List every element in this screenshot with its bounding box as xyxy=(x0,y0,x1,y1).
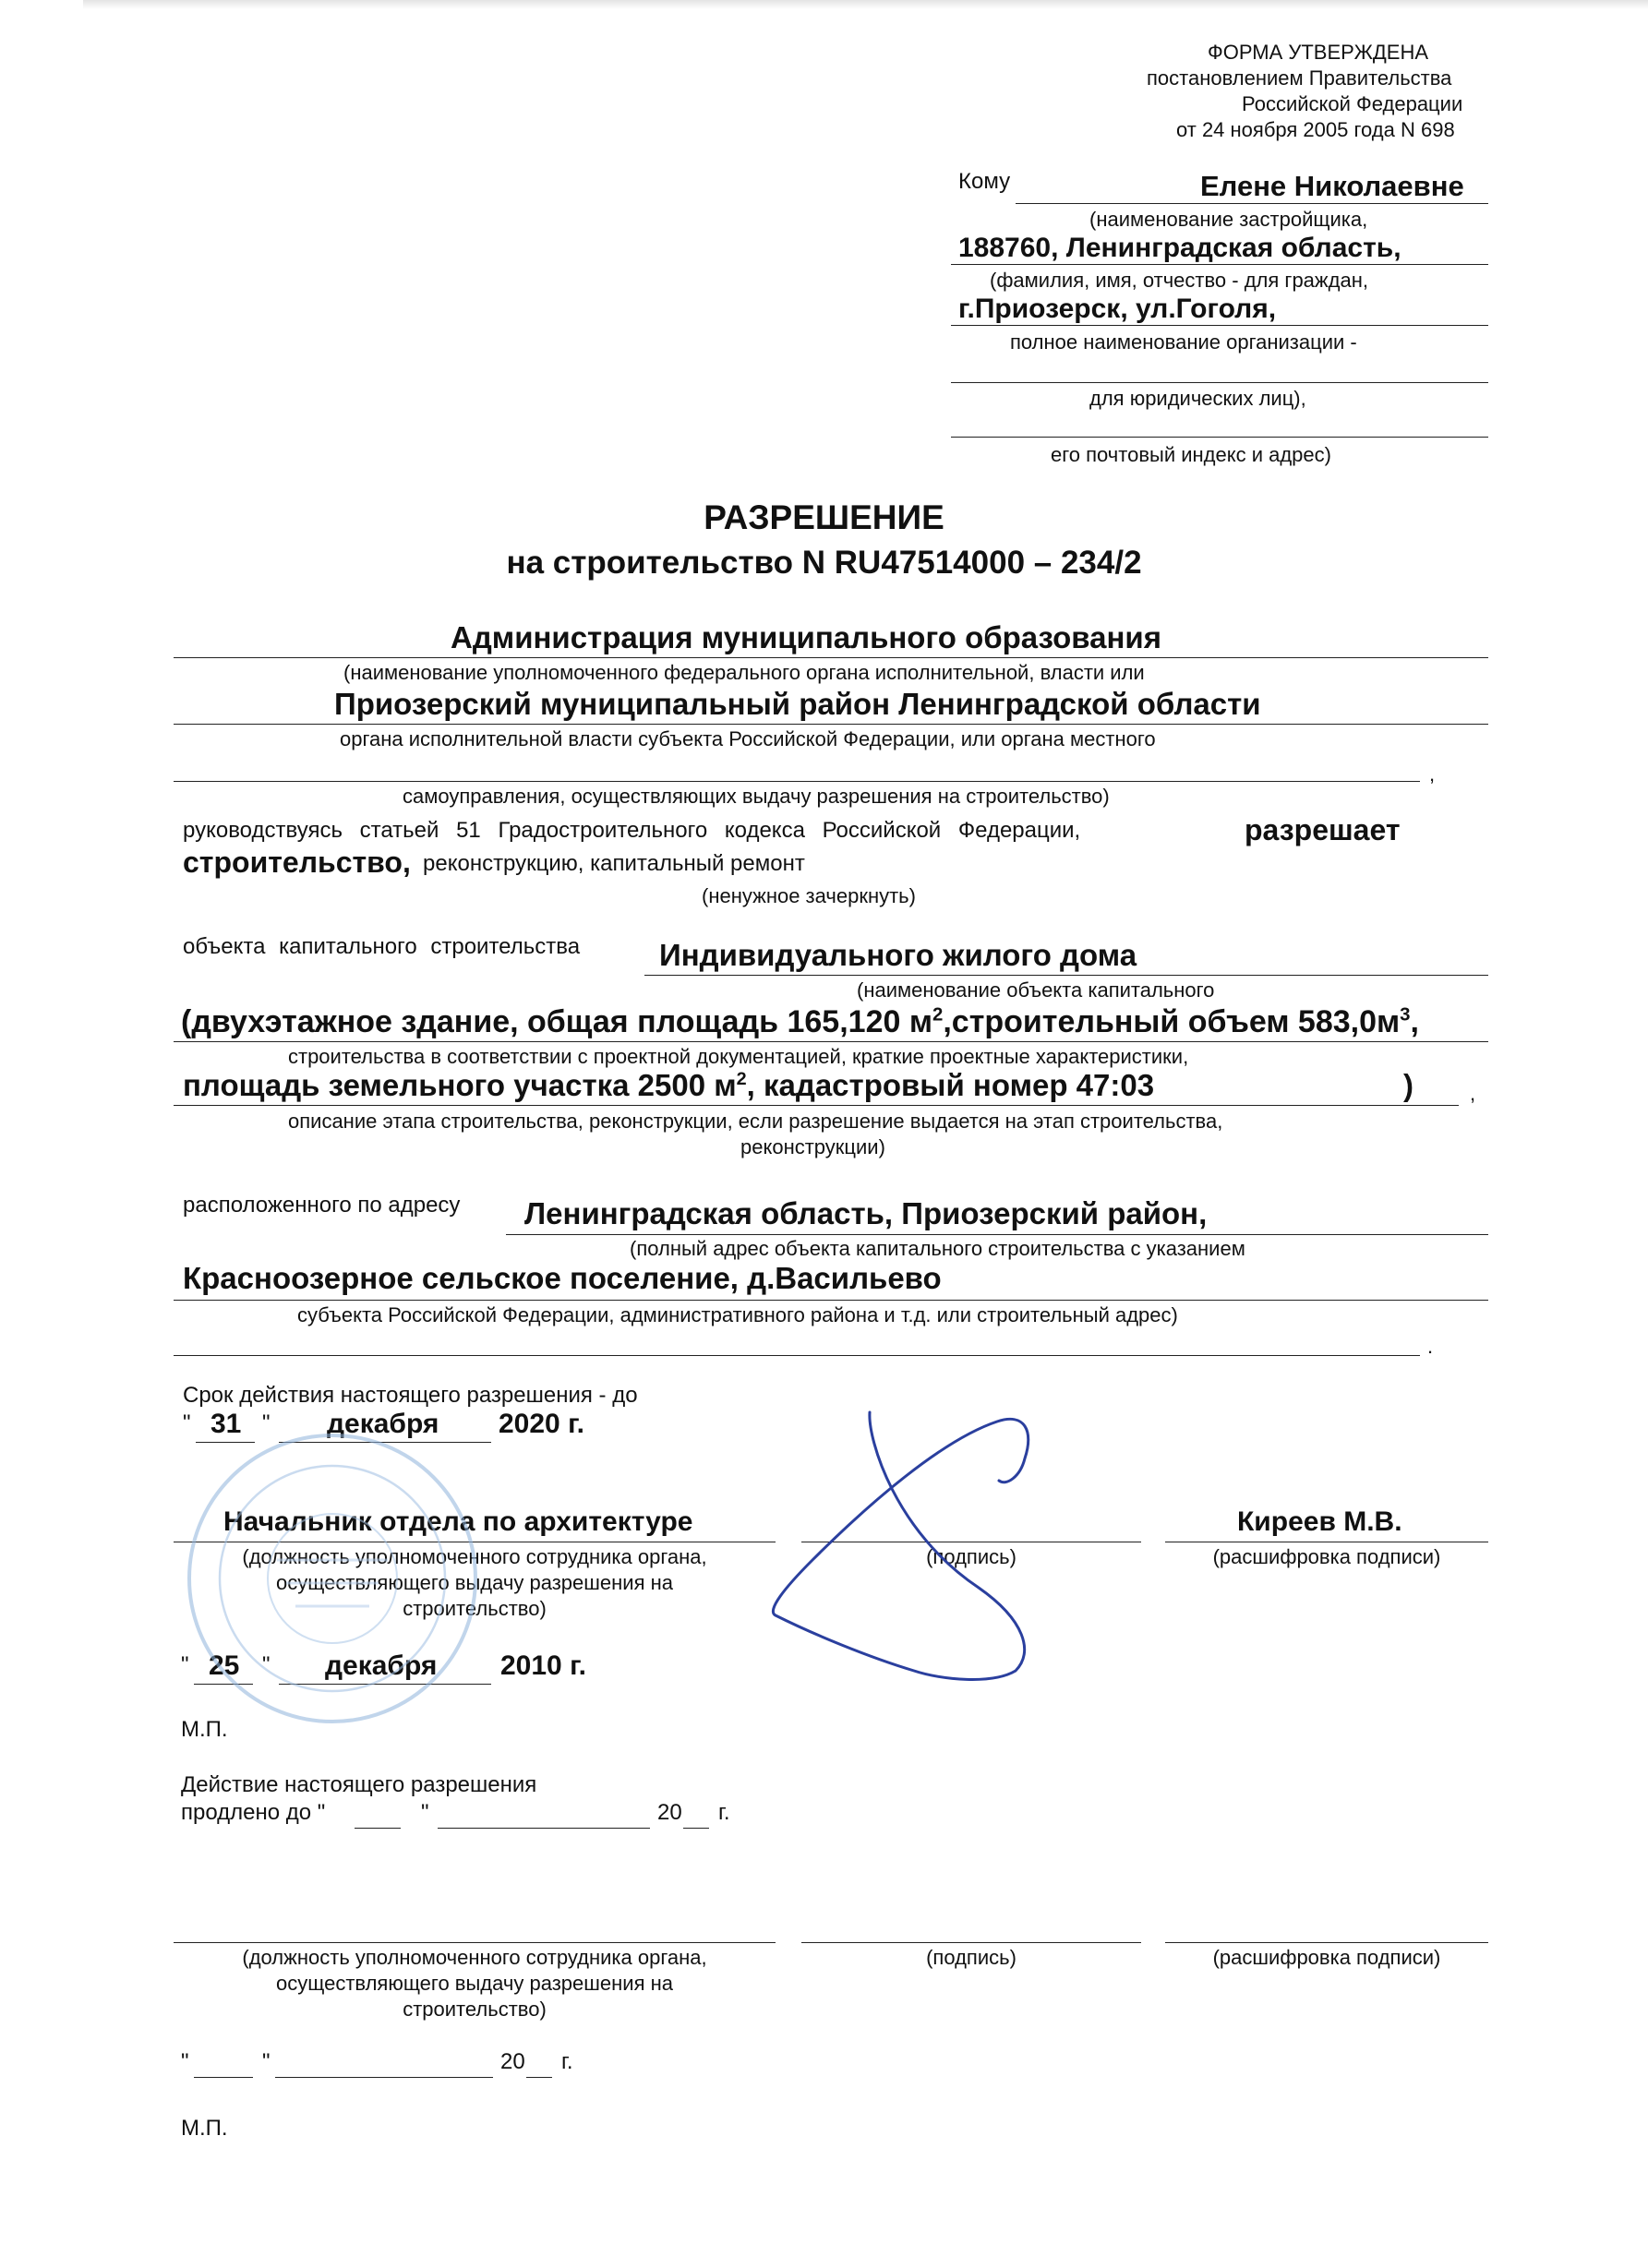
object-label: объекта капитального строительства xyxy=(183,934,581,959)
authority-hint-2: органа исполнительной власти субъекта Российской Федерации, или органа местного xyxy=(340,727,1156,750)
final-year-rule xyxy=(526,2077,552,2078)
strike-hint: (ненужное зачеркнуть) xyxy=(702,884,916,907)
extension-position-hint-2: осуществляющего выдачу разрешения на xyxy=(276,1972,673,1995)
extension-signature-hint: (подпись) xyxy=(926,1946,1016,1969)
signer-position-hint-3: строительство) xyxy=(403,1597,547,1620)
object-details-2-text: площадь земельного участка 2500 м xyxy=(183,1068,737,1102)
stamp-place-1: М.П. xyxy=(181,1717,228,1742)
recipient-line-4 xyxy=(951,382,1488,383)
authority-hint-3: самоуправления, осуществляющих выдачу разрешения на строительство) xyxy=(403,785,1110,808)
location-dot: . xyxy=(1427,1335,1434,1358)
authority-rule-3 xyxy=(174,781,1420,782)
recipient-line-5 xyxy=(951,437,1488,438)
location-rule-3 xyxy=(174,1355,1420,1356)
signer-name-hint: (расшифровка подписи) xyxy=(1212,1545,1441,1568)
signer-name: Киреев М.В. xyxy=(1237,1506,1402,1537)
extension-quote-close: " xyxy=(421,1800,429,1825)
extension-line-1: Действие настоящего разрешения xyxy=(181,1772,537,1797)
validity-quote-open: " xyxy=(183,1410,191,1435)
form-approved: ФОРМА УТВЕРЖДЕНА xyxy=(1208,41,1429,64)
location-rule-2 xyxy=(174,1300,1488,1301)
handwritten-signature xyxy=(757,1403,1071,1717)
issue-year: 2010 г. xyxy=(500,1650,586,1681)
signer-position-hint-2: осуществляющего выдачу разрешения на xyxy=(276,1571,673,1594)
basis-construction: строительство, xyxy=(183,846,411,879)
location-label: расположенного по адресу xyxy=(183,1193,461,1218)
extension-line-2: продлено до " xyxy=(181,1800,326,1825)
official-stamp xyxy=(166,1422,499,1735)
authority-rule-2 xyxy=(174,724,1488,725)
to-label: Кому xyxy=(958,169,1011,194)
object-hint-2: строительства в соответствии с проектной документацией, краткие проектные характеристики, xyxy=(288,1045,1189,1068)
object-details-1b-text: ,строительный объем 583,0м xyxy=(943,1004,1401,1039)
recipient-address-1: 188760, Ленинградская область, xyxy=(958,233,1401,263)
object-name: Индивидуального жилого дома xyxy=(659,938,1137,972)
final-quote-open: " xyxy=(181,2049,189,2074)
federation: Российской Федерации xyxy=(1242,92,1463,115)
location-hint-1: (полный адрес объекта капитального строительства с указанием xyxy=(630,1237,1245,1260)
recipient-hint-3: полное наименование организации - xyxy=(1010,330,1357,354)
validity-day: 31 xyxy=(211,1409,242,1439)
recipient-line-1 xyxy=(1016,203,1488,204)
object-details-1c-text: , xyxy=(1410,1004,1419,1039)
issue-day: 25 xyxy=(209,1650,240,1681)
stamp-place-2: М.П. xyxy=(181,2116,228,2141)
object-hint-1: (наименование объекта капитального xyxy=(857,978,1215,1002)
volume-unit-sup: 3 xyxy=(1400,1004,1411,1026)
validity-year: 2020 г. xyxy=(499,1409,584,1439)
basis-rest: реконструкцию, капитальный ремонт xyxy=(423,851,805,876)
extension-position-rule xyxy=(174,1942,776,1943)
extension-signature-rule xyxy=(801,1942,1141,1943)
resolution-date: от 24 ноября 2005 года N 698 xyxy=(1176,118,1455,141)
extension-name-hint: (расшифровка подписи) xyxy=(1212,1946,1441,1969)
permit-number: на строительство N RU47514000 – 234/2 xyxy=(506,545,1142,581)
object-details-2c: ) xyxy=(1403,1068,1413,1102)
plot-unit-sup: 2 xyxy=(736,1069,747,1089)
recipient-hint-5: его почтовый индекс и адрес) xyxy=(1051,443,1331,466)
recipient-address-2: г.Приозерск, ул.Гоголя, xyxy=(958,294,1277,324)
issue-month: декабря xyxy=(325,1650,438,1681)
issue-quote-close: " xyxy=(262,1652,271,1677)
extension-year-suffix: г. xyxy=(718,1800,730,1825)
signer-position-hint-1: (должность уполномоченного сотрудника органа, xyxy=(242,1545,707,1568)
issue-quote-open: " xyxy=(181,1652,189,1677)
extension-position-hint-3: строительство) xyxy=(403,1998,547,2021)
location-rule-1 xyxy=(506,1234,1488,1235)
document-title: РАЗРЕШЕНИЕ xyxy=(704,498,944,536)
location-address-2: Красноозерное сельское поселение, д.Васильево xyxy=(183,1261,942,1295)
recipient-line-3 xyxy=(951,325,1488,326)
authority-rule-1 xyxy=(174,657,1488,658)
object-rule-1 xyxy=(644,975,1488,976)
object-hint-3: описание этапа строительства, реконструкции, если разрешение выдается на этап строительства, xyxy=(288,1110,1223,1133)
object-details-1-text: (двухэтажное здание, общая площадь 165,120 м xyxy=(181,1004,932,1039)
signer-position: Начальник отдела по архитектуре xyxy=(223,1506,693,1537)
object-rule-2 xyxy=(174,1041,1488,1042)
recipient-hint-4: для юридических лиц), xyxy=(1089,387,1306,410)
object-details-1 xyxy=(181,1004,1419,1040)
validity-quote-close: " xyxy=(262,1410,271,1435)
extension-year: 20 xyxy=(657,1800,682,1825)
authority-line-1: Администрация муниципального образования xyxy=(451,620,1161,654)
validity-label: Срок действия настоящего разрешения - до xyxy=(183,1383,638,1408)
basis-text: руководствуясь статьей 51 Градостроительного кодекса Российской Федерации, xyxy=(183,818,1081,843)
location-hint-2: субъекта Российской Федерации, административного района и т.д. или строительный адрес) xyxy=(297,1303,1178,1326)
final-year-suffix: г. xyxy=(561,2049,573,2074)
final-quote-close: " xyxy=(262,2049,271,2074)
recipient-line-2 xyxy=(951,264,1488,265)
recipient-name: Елене Николаевне xyxy=(1200,170,1464,202)
basis-permits: разрешает xyxy=(1245,813,1401,846)
recipient-hint-1: (наименование застройщика, xyxy=(1089,208,1368,231)
final-year: 20 xyxy=(500,2049,525,2074)
extension-month-rule xyxy=(438,1828,650,1829)
scan-edge xyxy=(83,0,1648,9)
authority-line-2: Приозерский муниципальный район Ленинградской области xyxy=(334,687,1261,721)
area-unit-sup: 2 xyxy=(932,1004,944,1026)
object-rule-3 xyxy=(174,1105,1459,1106)
object-comma: , xyxy=(1470,1082,1476,1105)
object-hint-4: реконструкции) xyxy=(740,1135,885,1158)
object-details-2b-text: , кадастровый номер 47:03 xyxy=(746,1068,1155,1102)
extension-name-rule xyxy=(1165,1942,1488,1943)
authority-hint-1: (наименование уполномоченного федерального органа исполнительной, власти или xyxy=(343,661,1145,684)
final-day-rule xyxy=(194,2077,253,2078)
extension-position-hint-1: (должность уполномоченного сотрудника органа, xyxy=(242,1946,707,1969)
location-address-1: Ленинградская область, Приозерский район, xyxy=(524,1196,1208,1230)
final-month-rule xyxy=(275,2077,493,2078)
by-resolution: постановлением Правительства xyxy=(1147,66,1452,90)
validity-month: декабря xyxy=(327,1409,439,1439)
extension-year-rule xyxy=(683,1828,709,1829)
signature-hint: (подпись) xyxy=(926,1545,1016,1568)
object-details-2 xyxy=(183,1068,1154,1103)
extension-day-rule xyxy=(355,1828,401,1829)
recipient-hint-2: (фамилия, имя, отчество - для граждан, xyxy=(990,269,1368,292)
authority-comma: , xyxy=(1429,762,1436,786)
